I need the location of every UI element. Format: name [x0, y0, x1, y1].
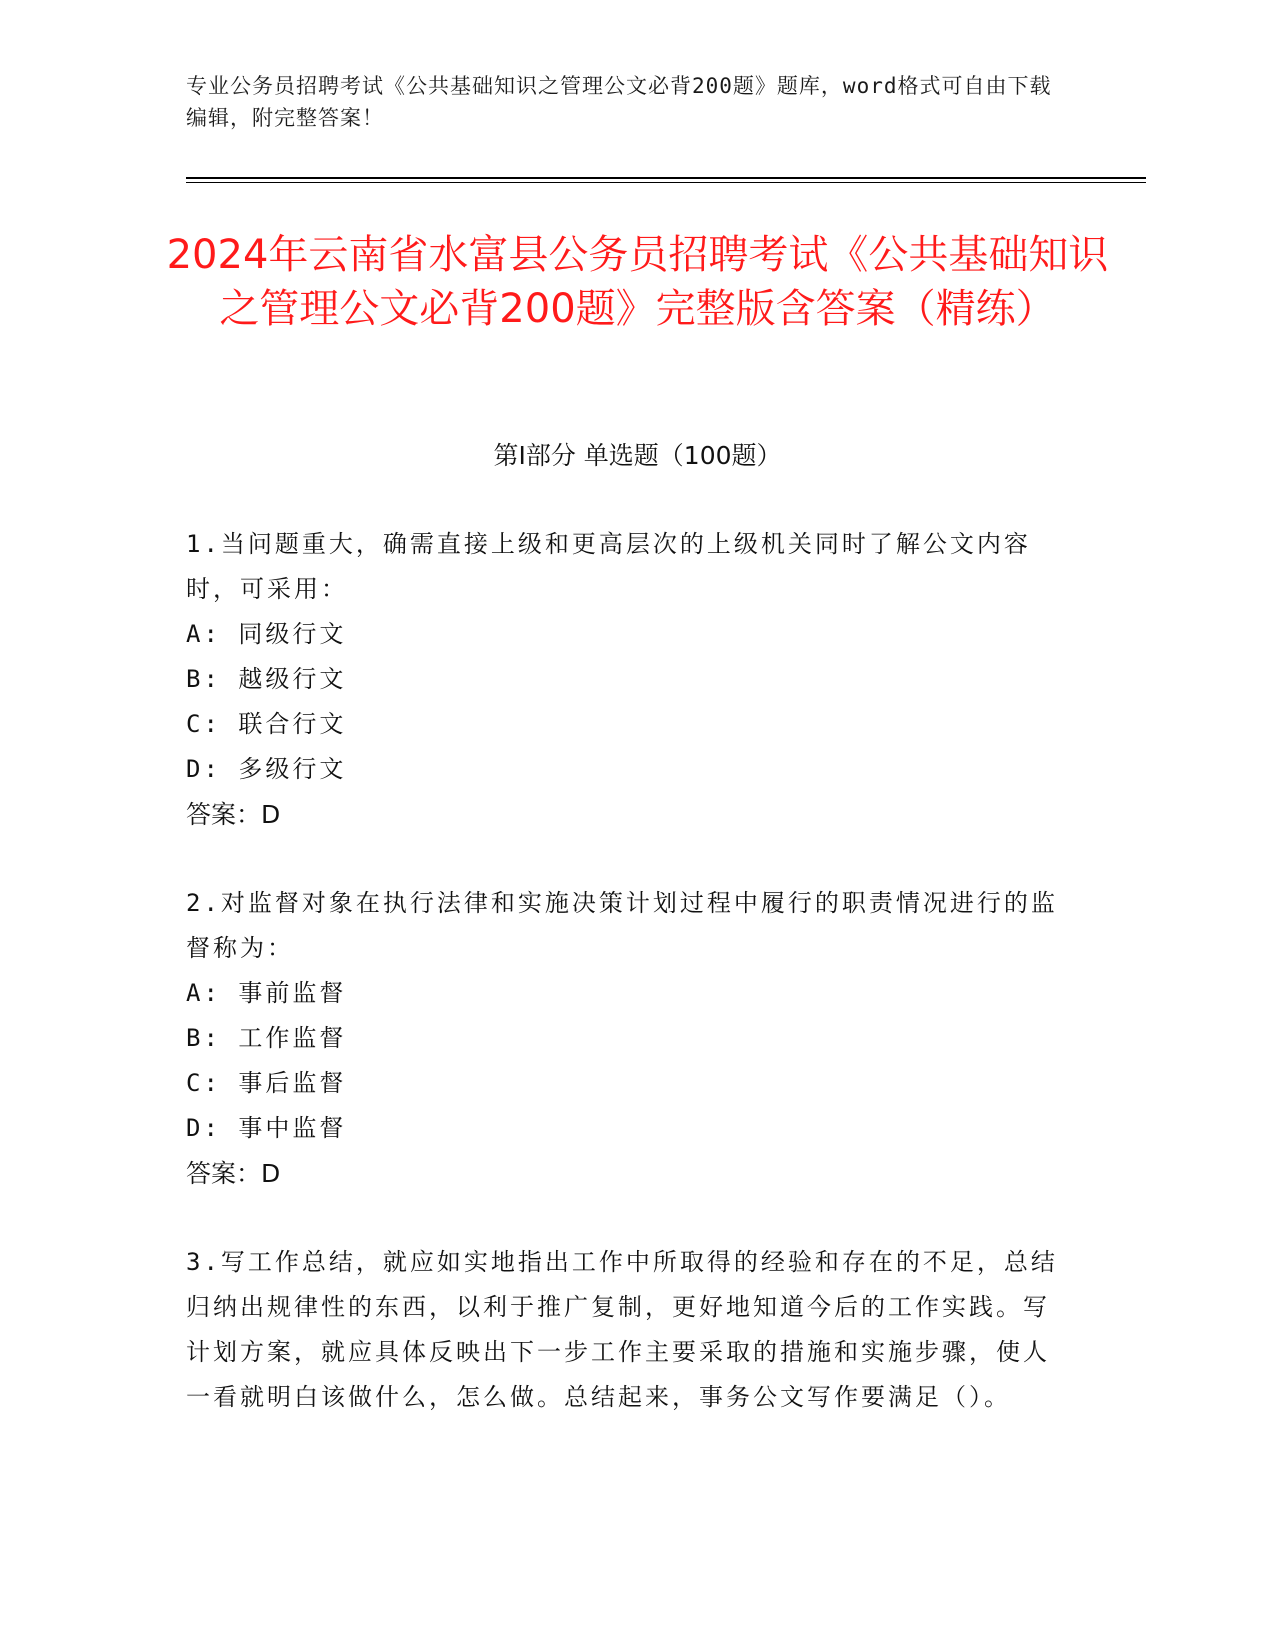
question-stem: 1.当问题重大，确需直接上级和更高层次的上级机关同时了解公文内容时，可采用： [186, 530, 1031, 603]
option-a: A: 事前监督 [186, 979, 347, 1007]
option-c: C: 事后监督 [186, 1069, 347, 1097]
header-note: 专业公务员招聘考试《公共基础知识之管理公文必背200题》题库，word格式可自由下载编辑，附完整答案！ [186, 74, 1052, 130]
question-list [186, 522, 1066, 1464]
question-2 [186, 881, 1066, 1196]
document-title: 2024年云南省水富县公务员招聘考试《公共基础知识之管理公文必背200题》完整版含答案（精练） [166, 232, 1109, 332]
option-a: A: 同级行文 [186, 620, 347, 648]
question-stem: 3.写工作总结，就应如实地指出工作中所取得的经验和存在的不足，总结归纳出规律性的东西，以利于推广复制，更好地知道今后的工作实践。写计划方案，就应具体反映出下一步工作主要采取的措施和实施步骤，使人一看就明白该做什么，怎么做。总结起来，事务公文写作要满足（）。 [186, 1248, 1058, 1411]
header-divider-thick [186, 177, 1146, 179]
option-d: D: 事中监督 [186, 1114, 347, 1142]
section-heading: 第I部分 单选题（100题） [493, 441, 782, 470]
question-stem: 2.对监督对象在执行法律和实施决策计划过程中履行的职责情况进行的监督称为： [186, 889, 1058, 962]
header-divider-thin [186, 182, 1146, 183]
option-b: B: 越级行文 [186, 665, 347, 693]
question-3 [186, 1240, 1066, 1420]
question-1 [186, 522, 1066, 837]
option-d: D: 多级行文 [186, 755, 347, 783]
answer-line: 答案：D [186, 800, 281, 829]
answer-line: 答案：D [186, 1159, 281, 1188]
option-b: B: 工作监督 [186, 1024, 347, 1052]
option-c: C: 联合行文 [186, 710, 347, 738]
